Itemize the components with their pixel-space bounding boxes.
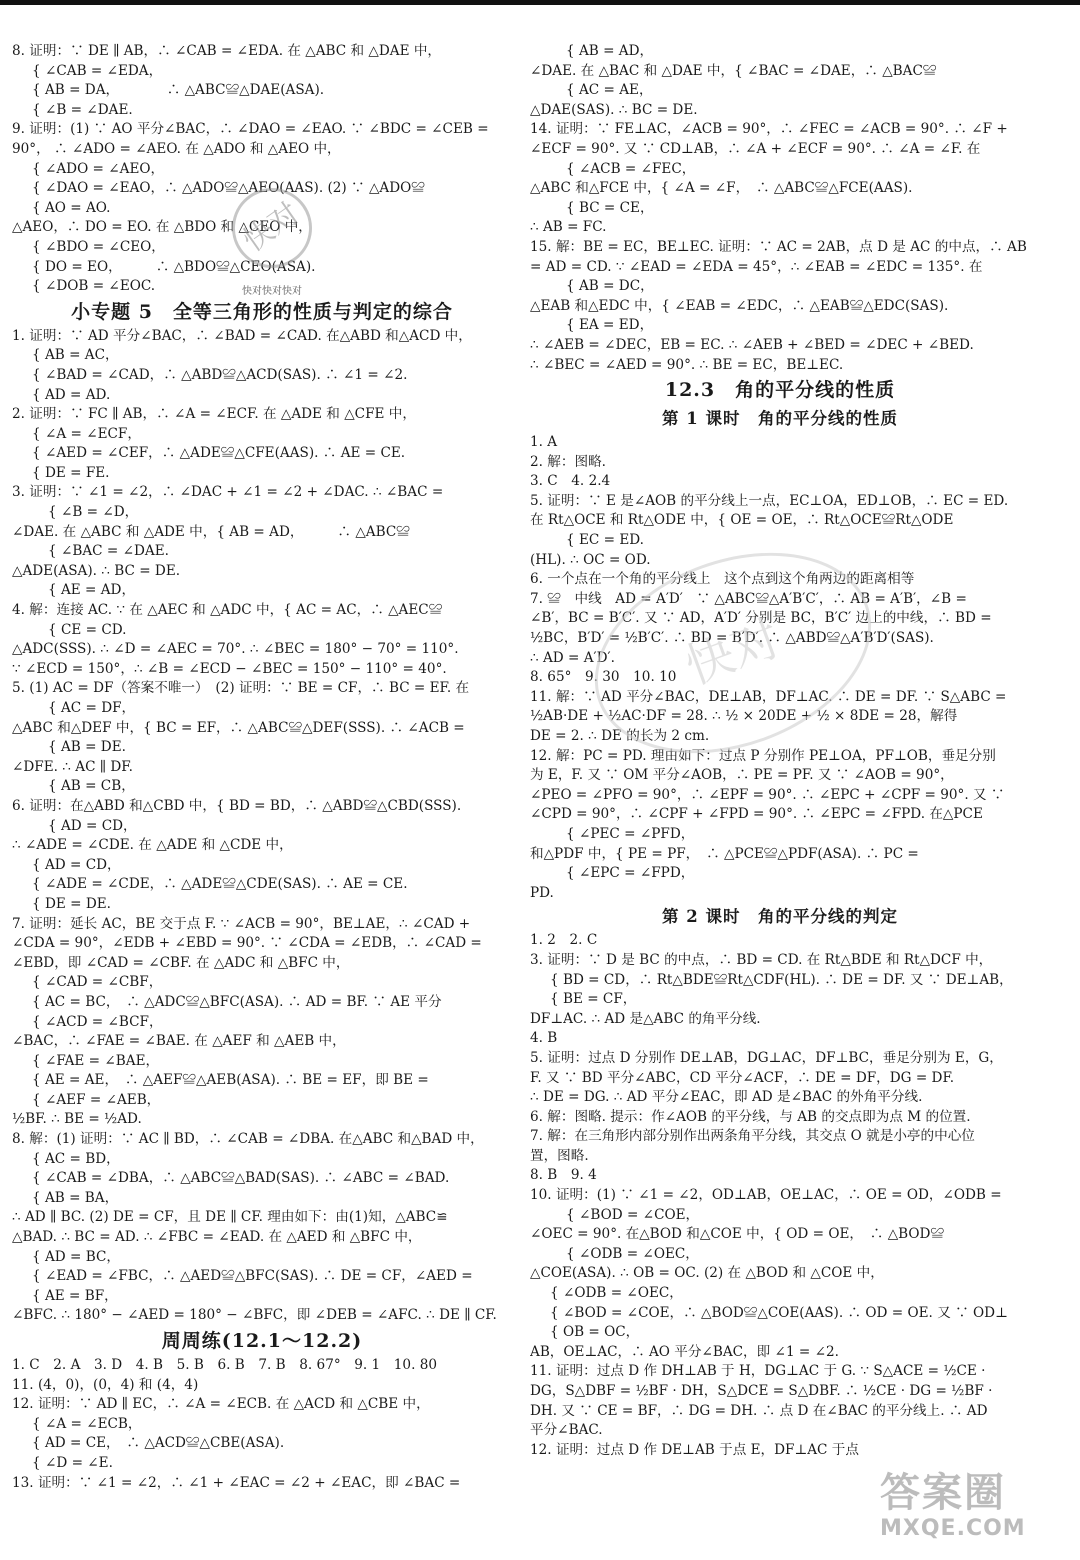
answer-line: ∴ DE = DG. ∴ AD 平分∠EAC，即 AD 是∠BAC 的外角平分线. bbox=[530, 1089, 923, 1106]
answer-line: △DAE(SAS). ∴ BC = DE. bbox=[530, 101, 698, 118]
answer-line: DF⊥AC. ∴ AD 是△ABC 的角平分线. bbox=[530, 1010, 761, 1027]
answer-line: AB，OE⊥AC，∴ AO 平分∠BAC，即 ∠1 = ∠2. bbox=[530, 1343, 839, 1360]
answer-line: 7. 解：在三角形内部分别作出两条角平分线，其交点 O 就是小亭的中心位 bbox=[530, 1128, 975, 1145]
answer-line: ∴ AB = FC. bbox=[530, 219, 607, 236]
answer-line: ∠DAE. 在 △BAC 和 △DAE 中，{ ∠BAC = ∠DAE，∴ △BAC≌ bbox=[530, 62, 937, 79]
answer-line: 11. 解：∵ AD 平分∠BAC，DE⊥AB，DF⊥AC. ∴ DE = DF. ∵ S△ABC = bbox=[530, 688, 1007, 705]
answer-line: 3. C 4. 2.4 bbox=[530, 473, 611, 490]
answer-line: 和△PDF 中，{ PE = PF， ∴ △PCE≌△PDF(ASA). ∴ PC = bbox=[530, 845, 919, 862]
answer-line: 5. (1) AC = DF（答案不唯一） (2) 证明：∵ BE = CF，∴ BC = EF. 在 bbox=[12, 680, 470, 697]
answer-line: △ABC 和△DEF 中，{ BC = EF，∴ △ABC≌△DEF(SSS). ∴ ∠ACB = bbox=[12, 719, 465, 736]
answer-line: ∴ ∠AEB = ∠DEC，EB = EC. ∴ ∠AEB + ∠BED = ∠DEC + ∠BED. bbox=[530, 336, 974, 353]
answer-line: 5. 证明：过点 D 分别作 DE⊥AB，DG⊥AC，DF⊥BC，垂足分别为 E，G， bbox=[530, 1049, 1003, 1066]
answer-line: 3. 证明：∵ ∠1 = ∠2，∴ ∠DAC + ∠1 = ∠2 + ∠DAC. ∴ ∠BAC = bbox=[12, 484, 444, 501]
answer-line: { AO = AO. bbox=[32, 199, 111, 216]
answer-line: PD. bbox=[530, 884, 554, 901]
answer-line: △ADC(SSS). ∴ ∠D = ∠AEC = 70°. ∴ ∠BEC = 180° − 70° = 110°. bbox=[12, 641, 459, 658]
subsection-heading: 第 1 课时 角的平分线的性质 bbox=[662, 409, 898, 429]
answer-line: { AD = AD. bbox=[32, 386, 111, 403]
answer-line: { ∠EAD = ∠FBC，∴ △AED≌△BFC(SAS). ∴ DE = CF，∠AED = bbox=[32, 1268, 473, 1285]
answer-line: { AB = AD， bbox=[566, 43, 654, 59]
answer-line: 1. C 2. A 3. D 4. B 5. B 6. B 7. B 8. 67° 9. 1 10. 80 bbox=[12, 1357, 438, 1373]
answer-line: ∠B′，BC = B′C′. 又 ∵ AD，A′D′ 分别是 BC，B′C′ 边上的中线，∴ BD = bbox=[530, 610, 992, 627]
answer-line: 4. B bbox=[530, 1030, 558, 1047]
answer-line: F. 又 ∵ BD 平分∠ABC，CD 平分∠ACF，∴ DE = DF，DG = DF. bbox=[530, 1069, 955, 1086]
answer-line: { ∠PEC = ∠PFD， bbox=[566, 825, 695, 842]
answer-line: ∴ AD = A′D′. bbox=[530, 649, 615, 666]
answer-line: { DO = EO， ∴ △BDO≌△CEO(ASA). bbox=[32, 258, 316, 275]
stamp-caption: 快对快对快对 bbox=[242, 286, 302, 297]
answer-line: { EC = ED. bbox=[566, 532, 644, 549]
answer-line: 5. 证明：∵ E 是∠AOB 的平分线上一点，EC⊥OA，ED⊥OB，∴ EC = ED. bbox=[530, 492, 1009, 509]
answer-line: { AC = AE， bbox=[566, 82, 653, 99]
answer-line: = AD = CD. ∵ ∠EAD = ∠EDA = 45°，∴ ∠EAB = ∠EDC = 135°. 在 bbox=[530, 258, 983, 275]
answer-line: { AB = BA， bbox=[32, 1189, 119, 1206]
answer-line: { CE = CD. bbox=[48, 621, 127, 638]
answer-line: { ∠BOD = ∠COE， bbox=[566, 1206, 700, 1223]
answer-line: 15. 解：BE = EC，BE⊥EC. 证明：∵ AC = 2AB，点 D 是 AC 的中点，∴ AB bbox=[530, 238, 1027, 255]
corner-logo-title: 答案圈 bbox=[880, 1470, 1006, 1516]
answer-line: { AD = BC， bbox=[32, 1248, 120, 1265]
answer-line: { AD = CD， bbox=[48, 817, 137, 834]
answer-line: 6. 解：图略. 提示：作∠AOB 的平分线，与 AB 的交点即为点 M 的位置. bbox=[530, 1108, 971, 1125]
answer-line: 平分∠BAC. bbox=[530, 1422, 603, 1439]
answer-line: △BAD. ∴ BC = AD. ∴ ∠FBC = ∠EAD. 在 △AED 和 △BFC 中， bbox=[12, 1229, 422, 1246]
answer-line: 1. A bbox=[530, 434, 558, 451]
answer-line: 6. 一个点在一个角的平分线上 这个点到这个角两边的距离相等 bbox=[530, 571, 915, 588]
answer-line: ∠BAC，∴ ∠FAE = ∠BAE. 在 △AEF 和 △AEB 中， bbox=[12, 1033, 346, 1050]
answer-line: { ∠EPC = ∠FPD， bbox=[566, 865, 695, 882]
answer-line: ½BF. ∴ BE = ½AD. bbox=[12, 1111, 142, 1128]
answer-line: ∠BFC. ∴ 180° − ∠AED = 180° − ∠BFC，即 ∠DEB = ∠AFC. ∴ DE ∥ CF. bbox=[12, 1307, 497, 1324]
answer-line: { AC = BC， ∴ △ADC≌△BFC(ASA). ∴ AD = BF. ∵ AE 平分 bbox=[32, 993, 442, 1010]
answer-line: { ∠AED = ∠CEF，∴ △ADE≌△CFE(AAS). ∴ AE = CE. bbox=[32, 445, 406, 462]
answer-line: { ∠CAB = ∠EDA， bbox=[32, 62, 163, 79]
answer-line: { ∠AEF = ∠AEB， bbox=[32, 1091, 161, 1108]
answer-line: ∵ ∠ECD = 150°，∴ ∠B = ∠ECD − ∠BEC = 150° − 110° = 40°. bbox=[12, 660, 447, 677]
answer-line: { ∠A = ∠ECB， bbox=[32, 1415, 142, 1432]
answer-line: { DE = FE. bbox=[32, 464, 110, 481]
section-heading: 小专题 5 全等三角形的性质与判定的综合 bbox=[71, 300, 453, 323]
answer-line: △AEO，∴ DO = EO. 在 △BDO 和 △CEO 中， bbox=[12, 219, 312, 236]
answer-line: 14. 证明：∵ FE⊥AC，∠ACB = 90°，∴ ∠FEC = ∠ACB = 90°. ∴ ∠F + bbox=[530, 121, 1008, 138]
answer-line: { ∠CAD = ∠CBF， bbox=[32, 974, 163, 991]
answer-line: { ∠BDO = ∠CEO， bbox=[32, 238, 165, 255]
answer-line: { ∠BOD = ∠COE，∴ △BOD≌△COE(AAS). ∴ OD = OE. 又 ∵ OD⊥ bbox=[550, 1304, 1008, 1321]
answer-line: 10. 证明：(1) ∵ ∠1 = ∠2，OD⊥AB，OE⊥AC，∴ OE = OD，∠ODB = bbox=[530, 1187, 1002, 1204]
answer-line: ∠PEO = ∠PFO = 90°，∴ ∠EPF = 90°. ∴ ∠EPC + ∠CPF = 90°. 又 ∵ bbox=[530, 786, 1005, 803]
subsection-heading: 第 2 课时 角的平分线的判定 bbox=[662, 907, 898, 927]
stamp-logo: 快对 bbox=[216, 172, 327, 283]
answer-line: { AB = DE. bbox=[48, 739, 126, 756]
section-heading: 12.3 角的平分线的性质 bbox=[664, 379, 896, 402]
answer-line: 6. 证明：在△ABD 和△CBD 中，{ BD = BD，∴ △ABD≌△CBD(SSS). bbox=[12, 797, 462, 814]
answer-line: { ∠BAC = ∠DAE. bbox=[48, 543, 169, 560]
answer-line: { ∠ACB = ∠FEC， bbox=[566, 160, 696, 177]
answer-line: { ∠A = ∠ECF， bbox=[32, 425, 141, 442]
answer-line: { AB = DC， bbox=[566, 278, 654, 295]
answer-line: 1. 证明：∵ AD 平分∠BAC，∴ ∠BAD = ∠CAD. 在△ABD 和△ACD 中， bbox=[12, 327, 472, 344]
answer-line: 12. 解：PC = PD. 理由如下：过点 P 分别作 PE⊥OA，PF⊥OB，垂足分别 bbox=[530, 747, 996, 764]
answer-line: 90°， ∴ ∠ADO = ∠AEO. 在 △ADO 和 △AEO 中， bbox=[12, 140, 341, 157]
answer-line: { ∠DOB = ∠EOC. bbox=[32, 278, 156, 295]
answer-line: DE = 2. ∴ DE 的长为 2 cm. bbox=[530, 728, 710, 744]
answer-line: { OB = OC， bbox=[550, 1324, 640, 1341]
answer-line: ∠EBD，即 ∠CAD = ∠CBF. 在 △ADC 和 △BFC 中， bbox=[12, 954, 350, 971]
answer-line: { BD = CD，∴ Rt△BDE≌Rt△CDF(HL). ∴ DE = DF. 又 ∵ DE⊥AB， bbox=[550, 971, 1013, 988]
watermark-seal: 快对 bbox=[567, 517, 899, 790]
answer-line: { AD = CE， ∴ △ACD≌△CBE(ASA). bbox=[32, 1435, 285, 1452]
answer-line: { ∠CAB = ∠DBA，∴ △ABC≌△BAD(SAS). ∴ ∠ABC = ∠BAD. bbox=[32, 1170, 450, 1187]
answer-line: 1. 2 2. C bbox=[530, 932, 598, 949]
corner-logo bbox=[880, 1470, 1060, 1550]
answer-line: 4. 解：连接 AC. ∵ 在 △AEC 和 △ADC 中，{ AC = AC，∴ △AEC≌ bbox=[12, 602, 443, 619]
answer-line: { DE = DE. bbox=[32, 895, 111, 912]
answer-line: 7. ≌ 中线 AD = A′D′ ∵ △ABC≌△A′B′C′，∴ AB = A′B′，∠B = bbox=[530, 590, 967, 607]
answer-line: { AE = BF， bbox=[32, 1287, 118, 1304]
answer-line: { ∠ODB = ∠OEC， bbox=[566, 1245, 699, 1262]
answer-line: ½AB·DE + ½AC·DF = 28. ∴ ½ × 20DE + ½ × 8DE = 28，解得 bbox=[530, 708, 958, 725]
answer-line: { ∠ACD = ∠BCF， bbox=[32, 1013, 163, 1030]
answer-line: 为 E，F. 又 ∵ OM 平分∠AOB，∴ PE = PF. 又 ∵ ∠AOB = 90°， bbox=[530, 767, 954, 784]
answer-line: 2. 证明：∵ FC ∥ AB，∴ ∠A = ∠ECF. 在 △ADE 和 △CFE 中， bbox=[12, 406, 416, 423]
answer-line: { AD = CD， bbox=[32, 856, 121, 873]
answer-line: DG，S△DBF = ½BF · DH，S△DCE = S△DBF. ∴ ½CE · DG = ½BF · bbox=[530, 1383, 993, 1399]
answer-line: { AE = AE， ∴ △AEF≌△AEB(ASA). ∴ BE = EF，即 BE = bbox=[32, 1072, 429, 1089]
answer-line: 13. 证明：∵ ∠1 = ∠2，∴ ∠1 + ∠EAC = ∠2 + ∠EAC，即 ∠BAC = bbox=[12, 1474, 461, 1491]
top-border bbox=[0, 0, 1080, 5]
answer-line: 3. 证明：∵ D 是 BC 的中点，∴ BD = CD. 在 Rt△BDE 和 Rt△DCF 中， bbox=[530, 951, 993, 968]
answer-line: { ∠FAE = ∠BAE， bbox=[32, 1052, 160, 1069]
answer-line: 置，图略. bbox=[530, 1147, 589, 1164]
answer-line: ∴ ∠BEC = ∠AED = 90°. ∴ BE = EC，BE⊥EC. bbox=[530, 356, 844, 373]
answer-line: { EA = ED， bbox=[566, 317, 654, 334]
answer-line: { ∠B = ∠D， bbox=[48, 504, 139, 521]
answer-line: 7. 证明：延长 AC，BE 交于点 F. ∵ ∠ACB = 90°，BE⊥AE，∴ ∠CAD + bbox=[12, 915, 471, 932]
answer-line: { AC = DF， bbox=[48, 700, 136, 716]
answer-line: 2. 解：图略. bbox=[530, 453, 606, 470]
answer-line: { ∠DAO = ∠EAO，∴ △ADO≌△AEO(AAS). (2) ∵ △ADO≌ bbox=[32, 180, 425, 197]
answer-line: { ∠B = ∠DAE. bbox=[32, 101, 133, 118]
answer-line: ∠CDA = 90°，∠EDB + ∠EBD = 90°. ∵ ∠CDA = ∠EDB，∴ ∠CAD = bbox=[12, 935, 482, 952]
answer-line: 8. B 9. 4 bbox=[530, 1167, 597, 1184]
answer-line: { AC = BD， bbox=[32, 1150, 120, 1167]
answer-line: { ∠BAD = ∠CAD，∴ △ABD≌△ACD(SAS). ∴ ∠1 = ∠2. bbox=[32, 366, 408, 383]
answer-line: △EAB 和△EDC 中，{ ∠EAB = ∠EDC，∴ △EAB≌△EDC(SAS). bbox=[530, 297, 949, 314]
section-heading: 周周练(12.1～12.2) bbox=[161, 1330, 363, 1352]
answer-line: ∠DFE. ∴ AC ∥ DF. bbox=[12, 758, 133, 775]
answer-line: △COE(ASA). ∴ OB = OC. (2) 在 △BOD 和 △COE 中， bbox=[530, 1265, 884, 1282]
answer-line: 9. 证明：(1) ∵ AO 平分∠BAC，∴ ∠DAO = ∠EAO. ∵ ∠BDC = ∠CEB = bbox=[12, 121, 489, 138]
answer-line: { BE = CF， bbox=[550, 991, 637, 1008]
answer-line: 8. 证明：∵ DE ∥ AB，∴ ∠CAB = ∠EDA. 在 △ABC 和 △DAE 中， bbox=[12, 43, 442, 59]
answer-line: ∠ECF = 90°. 又 ∵ CD⊥AB，∴ ∠A + ∠ECF = 90°. ∴ ∠A = ∠F. 在 bbox=[530, 140, 981, 157]
answer-line: { AB = CB， bbox=[48, 778, 135, 795]
answer-line: △ADE(ASA). ∴ BC = DE. bbox=[12, 562, 181, 579]
answer-line: △ABC 和△FCE 中，{ ∠A = ∠F， ∴ △ABC≌△FCE(AAS). bbox=[530, 180, 913, 197]
corner-logo-url: MXQE.COM bbox=[880, 1516, 1026, 1541]
answer-line: 在 Rt△OCE 和 Rt△ODE 中，{ OE = OE，∴ Rt△OCE≌Rt△ODE bbox=[530, 512, 954, 529]
answer-line: ∠DAE. 在 △ABC 和 △ADE 中，{ AB = AD， ∴ △ABC≌ bbox=[12, 523, 410, 540]
answer-line: { BC = CE， bbox=[566, 199, 654, 216]
right-column bbox=[530, 42, 1030, 1460]
answer-line: 11. (4，0)，(0，4) 和 (4，4) bbox=[12, 1376, 199, 1393]
answer-line: { AB = DA， ∴ △ABC≌△DAE(ASA). bbox=[32, 82, 325, 99]
answer-line: 8. 解：(1) 证明：∵ AC ∥ BD，∴ ∠CAB = ∠DBA. 在△ABC 和△BAD 中， bbox=[12, 1131, 484, 1148]
answer-line: ∴ AD ∥ BC. (2) DE = CF，且 DE ∥ CF. 理由如下：由(1)知，△ABC≌ bbox=[12, 1209, 448, 1226]
answer-line: ½BC，B′D′ = ½B′C′. ∴ BD = B′D′. ∴ △ABD≌△A′B′D′(SAS). bbox=[530, 630, 934, 647]
answer-line: { ∠ODB = ∠OEC， bbox=[550, 1285, 683, 1302]
answer-line: 8. 65° 9. 30 10. 10 bbox=[530, 669, 677, 686]
answer-line: (HL). ∴ OC = OD. bbox=[530, 551, 651, 568]
answer-line: 11. 证明：过点 D 作 DH⊥AB 于 H，DG⊥AC 于 G. ∵ S△ACE = ½CE · bbox=[530, 1363, 986, 1380]
answer-line: ∴ ∠ADE = ∠CDE. 在 △ADE 和 △CDE 中， bbox=[12, 837, 293, 854]
answer-line: 12. 证明：过点 D 作 DE⊥AB 于点 E，DF⊥AC 于点 bbox=[530, 1441, 859, 1458]
answer-line: { ∠ADO = ∠AEO， bbox=[32, 160, 165, 177]
answer-line: { ∠ADE = ∠CDE，∴ △ADE≌△CDE(SAS). ∴ AE = CE. bbox=[32, 876, 408, 893]
answer-line: { AB = AC， bbox=[32, 347, 119, 364]
answer-line: { ∠D = ∠E. bbox=[32, 1454, 113, 1471]
answer-line: ∠CPD = 90°，∴ ∠CPF + ∠FPD = 90°. ∴ ∠EPC = ∠FPD. 在△PCE bbox=[530, 806, 983, 823]
answer-line: 12. 证明：∵ AD ∥ EC，∴ ∠A = ∠ECB. 在 △ACD 和 △CBE 中， bbox=[12, 1396, 430, 1413]
answer-line: DH. 又 ∵ CE = BF，∴ DG = DH. ∴ 点 D 在∠BAC 的平分线上. ∴ AD bbox=[530, 1402, 988, 1419]
answer-line: ∠OEC = 90°. 在△BOD 和△COE 中，{ OD = OE， ∴ △BOD≌ bbox=[530, 1226, 945, 1243]
answer-line: { AE = AD， bbox=[48, 582, 136, 599]
